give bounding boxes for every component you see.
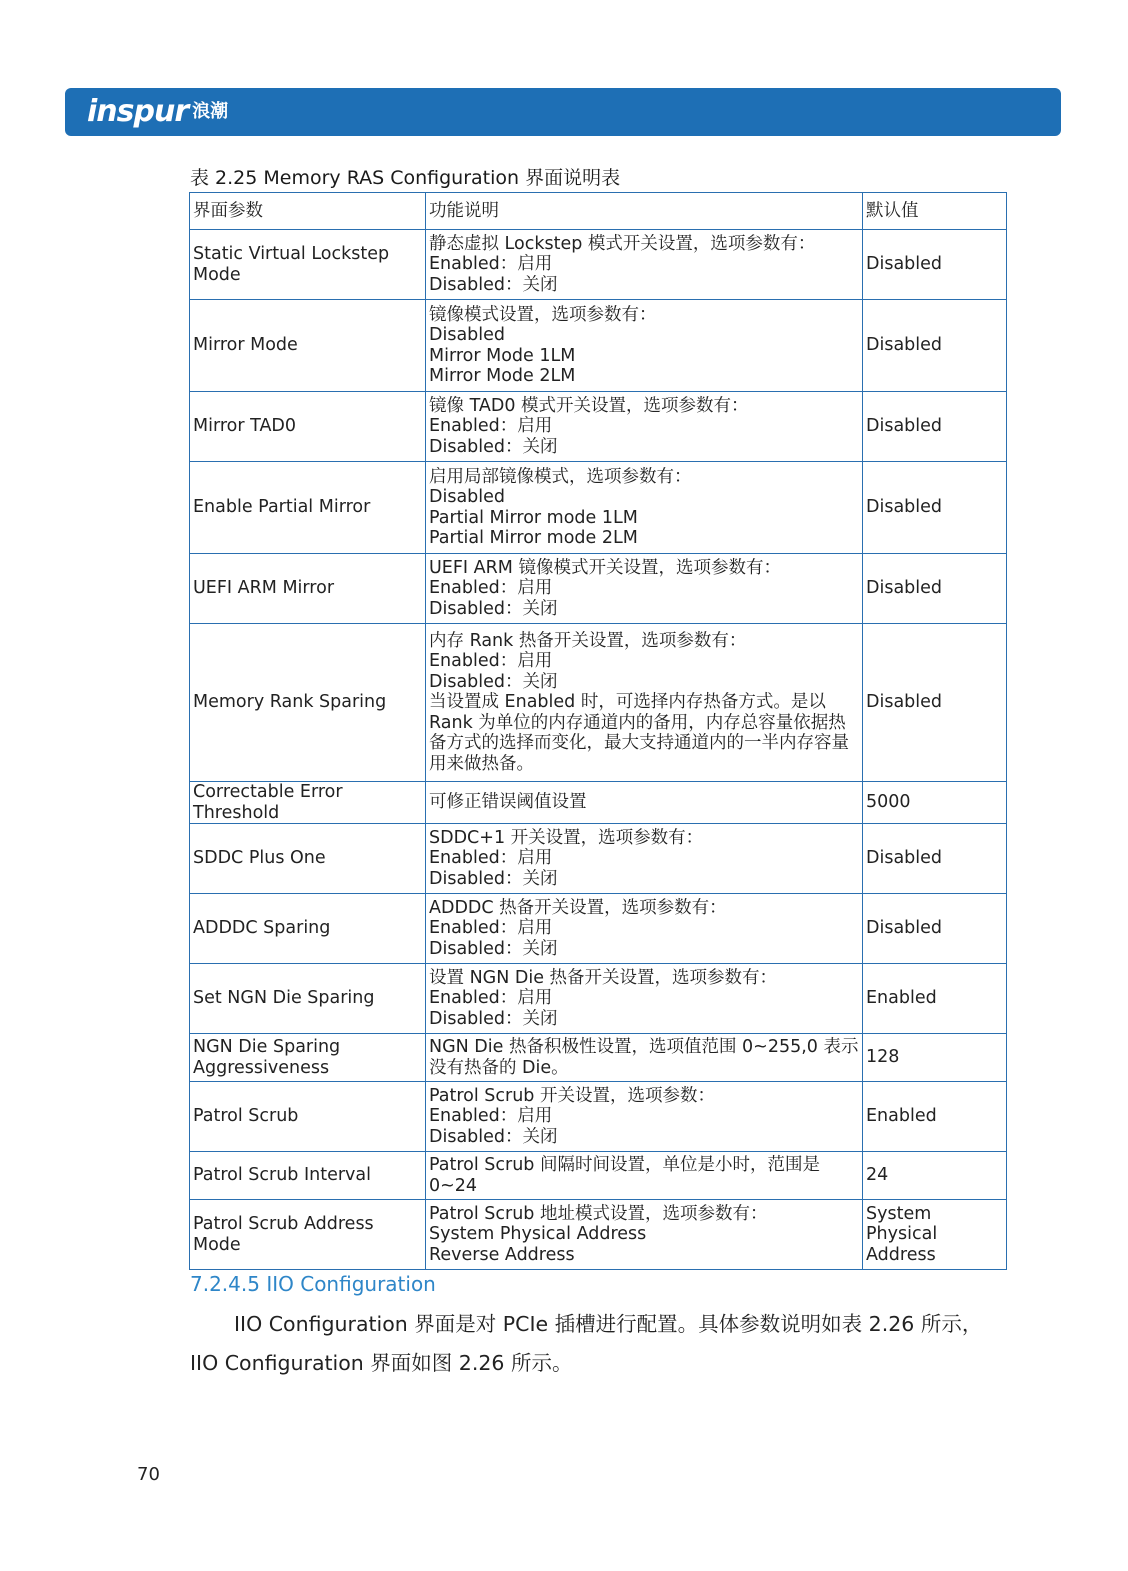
column-header: 功能说明 — [426, 193, 863, 230]
description-line: Mirror Mode 1LM — [429, 345, 576, 366]
description-line: Reverse Address — [429, 1244, 575, 1265]
table-row — [190, 462, 1007, 554]
description-line: 内存 Rank 热备开关设置，选项参数有： — [429, 630, 747, 651]
table-row — [190, 964, 1007, 1034]
param-cell: ADDDC Sparing — [190, 894, 426, 964]
description-cell — [426, 1034, 863, 1082]
default-value-cell: System Physical Address — [863, 1200, 1007, 1270]
param-cell: NGN Die Sparing Aggressiveness — [190, 1034, 426, 1082]
table-row — [190, 300, 1007, 392]
param-cell: Patrol Scrub — [190, 1082, 426, 1152]
description-line: Patrol Scrub 间隔时间设置，单位是小时，范围是 0~24 — [429, 1155, 820, 1196]
description-line: ADDDC 热备开关设置，选项参数有： — [429, 897, 727, 918]
description-line: Disabled — [429, 325, 506, 345]
description-line: 启用局部镜像模式，选项参数有： — [429, 466, 692, 487]
param-cell: Set NGN Die Sparing — [190, 964, 426, 1034]
memory-ras-table — [189, 192, 1007, 1270]
param-cell: Patrol Scrub Interval — [190, 1152, 426, 1200]
description-line: Disabled：关闭 — [429, 436, 558, 457]
description-line: Enabled：启用 — [429, 578, 553, 599]
table-row — [190, 1034, 1007, 1082]
description-cell — [426, 300, 863, 392]
logo-wordmark: inspur — [87, 94, 189, 129]
paragraph-text: IIO Configuration 界面是对 PCIe 插槽进行配置。具体参数说明如表 2.26 所示，IIO Configuration 界面如图 2.26 所示。 — [190, 1312, 983, 1375]
description-line: Enabled：启用 — [429, 254, 553, 275]
description-line: 当设置成 Enabled 时，可选择内存热备方式。是以 Rank 为单位的内存通道内的备用，内存总容量依据热备方式的选择而变化，最大支持通道内的一半内存容量用来做热备。 — [429, 692, 849, 774]
default-value-cell: Disabled — [863, 230, 1007, 300]
default-value-cell: Disabled — [863, 624, 1007, 782]
description-line: UEFI ARM 镜像模式开关设置，选项参数有： — [429, 557, 781, 578]
description-line: Disabled：关闭 — [429, 1126, 558, 1147]
table-caption: 表 2.25 Memory RAS Configuration 界面说明表 — [190, 167, 621, 189]
default-value-cell: Disabled — [863, 300, 1007, 392]
description-line: 镜像模式设置，选项参数有： — [429, 304, 657, 325]
description-line: SDDC+1 开关设置，选项参数有： — [429, 827, 704, 848]
description-line: 静态虚拟 Lockstep 模式开关设置，选项参数有： — [429, 233, 816, 254]
description-line: Disabled：关闭 — [429, 938, 558, 959]
header-banner — [65, 88, 1061, 136]
description-line: Patrol Scrub 开关设置，选项参数： — [429, 1085, 715, 1106]
description-line: Enabled：启用 — [429, 416, 553, 437]
default-value-cell: Disabled — [863, 554, 1007, 624]
inspur-logo — [87, 94, 228, 130]
default-value-cell: Disabled — [863, 462, 1007, 554]
logo-chinese: 浪潮 — [192, 101, 229, 122]
table-row — [190, 392, 1007, 462]
description-cell — [426, 230, 863, 300]
table-row — [190, 554, 1007, 624]
table-row — [190, 230, 1007, 300]
description-line: Mirror Mode 2LM — [429, 366, 576, 386]
table-row — [190, 782, 1007, 824]
description-cell — [426, 782, 863, 824]
default-value-cell: 5000 — [863, 782, 1007, 824]
table-row — [190, 894, 1007, 964]
param-cell: Enable Partial Mirror — [190, 462, 426, 554]
default-value-cell: Enabled — [863, 964, 1007, 1034]
page-number: 70 — [137, 1464, 160, 1485]
body-paragraph — [190, 1305, 1002, 1383]
description-line: Disabled：关闭 — [429, 274, 558, 295]
table-row — [190, 1082, 1007, 1152]
table-row — [190, 1152, 1007, 1200]
section-heading: 7.2.4.5 IIO Configuration — [190, 1272, 436, 1296]
description-line: Partial Mirror mode 1LM — [429, 507, 638, 528]
description-cell — [426, 1152, 863, 1200]
default-value-cell: Disabled — [863, 894, 1007, 964]
column-header: 界面参数 — [190, 193, 426, 230]
default-value-cell: Enabled — [863, 1082, 1007, 1152]
description-line: 设置 NGN Die 热备开关设置，选项参数有： — [429, 967, 778, 988]
param-cell: Correctable Error Threshold — [190, 782, 426, 824]
table-row — [190, 1200, 1007, 1270]
description-line: System Physical Address — [429, 1224, 647, 1245]
description-line: Enabled：启用 — [429, 988, 553, 1009]
column-header: 默认值 — [863, 193, 1007, 230]
description-line: Disabled — [429, 487, 506, 507]
description-cell — [426, 462, 863, 554]
description-line: Disabled：关闭 — [429, 1008, 558, 1029]
description-cell — [426, 624, 863, 782]
description-line: Disabled：关闭 — [429, 598, 558, 619]
param-cell: Memory Rank Sparing — [190, 624, 426, 782]
description-line: Disabled：关闭 — [429, 868, 558, 889]
description-line: Patrol Scrub 地址模式设置，选项参数有： — [429, 1203, 768, 1224]
default-value-cell: Disabled — [863, 392, 1007, 462]
description-cell — [426, 1200, 863, 1270]
description-cell — [426, 554, 863, 624]
table-header-row — [190, 193, 1007, 230]
description-line: 镜像 TAD0 模式开关设置，选项参数有： — [429, 395, 749, 416]
description-line: Enabled：启用 — [429, 848, 553, 869]
description-line: Enabled：启用 — [429, 918, 553, 939]
description-cell — [426, 392, 863, 462]
description-line: Enabled：启用 — [429, 1106, 553, 1127]
description-line: Enabled：启用 — [429, 651, 553, 672]
description-cell — [426, 964, 863, 1034]
default-value-cell: Disabled — [863, 824, 1007, 894]
description-cell — [426, 824, 863, 894]
description-line: Partial Mirror mode 2LM — [429, 528, 638, 548]
param-cell: Static Virtual Lockstep Mode — [190, 230, 426, 300]
default-value-cell: 128 — [863, 1034, 1007, 1082]
param-cell: UEFI ARM Mirror — [190, 554, 426, 624]
description-cell — [426, 1082, 863, 1152]
description-cell — [426, 894, 863, 964]
param-cell: Patrol Scrub Address Mode — [190, 1200, 426, 1270]
table-row — [190, 824, 1007, 894]
description-line: NGN Die 热备积极性设置，选项值范围 0~255,0 表示没有热备的 Die。 — [429, 1037, 859, 1078]
table-row — [190, 624, 1007, 782]
description-line: Disabled：关闭 — [429, 671, 558, 692]
default-value-cell: 24 — [863, 1152, 1007, 1200]
description-line: 可修正错误阈值设置 — [429, 792, 587, 813]
param-cell: Mirror TAD0 — [190, 392, 426, 462]
param-cell: SDDC Plus One — [190, 824, 426, 894]
param-cell: Mirror Mode — [190, 300, 426, 392]
